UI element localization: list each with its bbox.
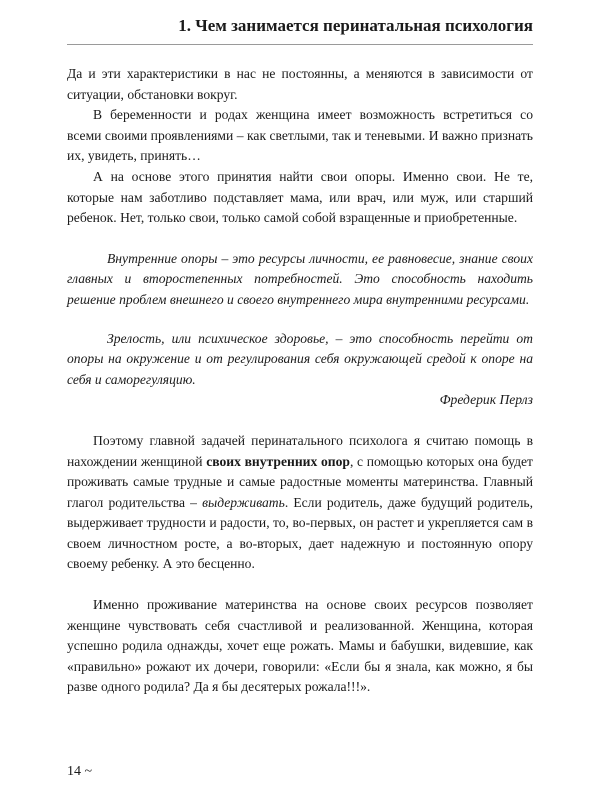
paragraph: [67, 431, 533, 575]
quote-author: Фредерик Перлз: [439, 392, 533, 408]
chapter-title: 1. Чем занимается перинатальная психология: [178, 16, 533, 35]
text-run: Поэтому главной задачей перинатального психолога я считаю помощь в нахождении женщиной: [67, 432, 533, 469]
header-divider: [67, 44, 533, 45]
epigraph-quote: Внутренние опоры – это ресурсы личности, ее равновесие, знание своих главных и второстепенных потребностей. Это способность находить решение проблем внешнего и своего внутреннего мира внутренними ресурсами.: [67, 250, 533, 307]
text-run: , с помощью которых она будет проживать самые трудные и самые радостные моменты материнства. Главный глагол родительства –: [67, 453, 533, 510]
paragraph: А на основе этого принятия найти свои опоры. Именно свои. Не те, которые нам заботливо подставляет мама, или врач, или муж, или старший ребенок. Нет, только свои, только самой собой взращенные и приобретенные.: [67, 168, 533, 226]
text-run: . Если родитель, даже будущий родитель, выдерживает трудности и радости, то, во-первых, он растет и укрепляется сам в своем личностном росте, а во-вторых, дает надежную и постоянную опору своему ребенку. А это бесценно.: [67, 494, 533, 572]
spacer: [67, 411, 533, 431]
italic-word: выдерживать: [202, 494, 285, 510]
spacer: [67, 575, 533, 595]
paragraph: Именно проживание материнства на основе своих ресурсов позволяет женщине чувствовать себя счастливой и реализованной. Женщина, которая успешно родила однажды, хочет еще рожать. Мамы и бабушки, видевшие, как «правильно» рожают их дочери, говорили: «Если бы я знала, как можно, я бы разве одного родила? Да я бы десятерых рожала!!!».: [67, 597, 533, 695]
page-body: [67, 64, 533, 698]
page-header: [67, 14, 533, 45]
epigraph-quote: Зрелость, или психическое здоровье, – это способность перейти от опоры на окружение и от регулирования себя окружающей средой к опоре на себя и саморегуляцию.: [67, 330, 533, 387]
spacer: [67, 229, 533, 249]
paragraph-continuation: Да и эти характеристики в нас не постоянны, а меняются в зависимости от ситуации, обстановки вокруг.: [67, 66, 533, 102]
bold-phrase: своих внутренних опор: [206, 453, 350, 469]
page-number: 14 ~: [67, 764, 93, 779]
paragraph: В беременности и родах женщина имеет возможность встретиться со всеми своими проявлениями – как светлыми, так и теневыми. И важно признать их, увидеть, принять…: [67, 107, 533, 164]
spacer: [67, 311, 533, 329]
